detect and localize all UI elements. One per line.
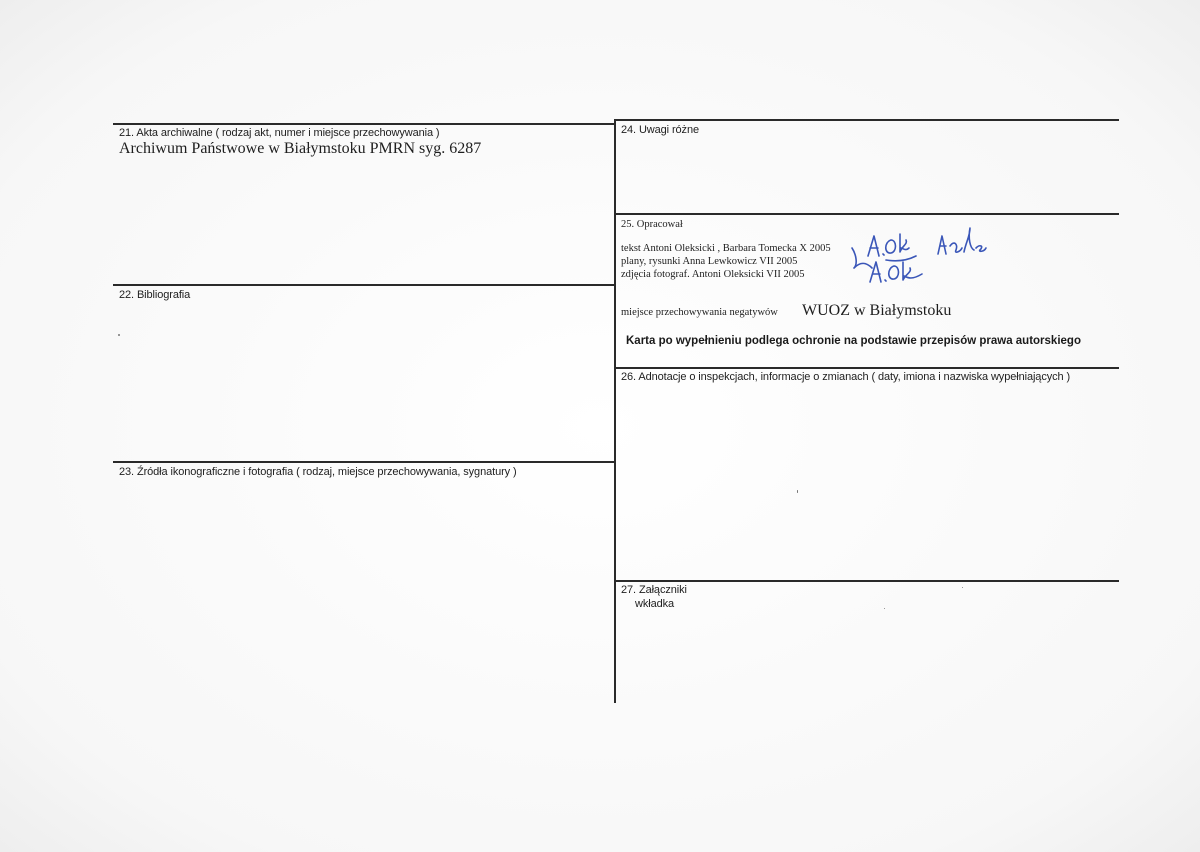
rule-23-top [113, 461, 615, 463]
section-25-label: 25. Opracował [621, 219, 683, 230]
paper-speck [884, 608, 885, 609]
copyright-notice: Karta po wypełnieniu podlega ochronie na podstawie przepisów prawa autorskiego [626, 335, 1081, 347]
rule-26-top [615, 367, 1119, 369]
rule-top-left [113, 123, 615, 125]
rule-top-right [615, 119, 1119, 121]
author-line-drawings: plany, rysunki Anna Lewkowicz VII 2005 [621, 256, 798, 267]
section-24-label: 24. Uwagi różne [621, 124, 699, 136]
negatives-location-value: WUOZ w Białymstoku [802, 302, 952, 319]
paper-speck [797, 490, 798, 493]
rule-27-top [615, 580, 1119, 582]
handwritten-signature-icon [846, 218, 996, 288]
section-27-value: wkładka [635, 598, 675, 610]
author-line-text: tekst Antoni Oleksicki , Barbara Tomecka X 2005 [621, 243, 831, 254]
author-line-photos: zdjęcia fotograf. Antoni Oleksicki VII 2005 [621, 269, 805, 280]
rule-25-top [615, 213, 1119, 215]
section-22-label: 22. Bibliografia [119, 289, 191, 301]
section-21-value: Archiwum Państwowe w Białymstoku PMRN syg. 6287 [119, 140, 482, 157]
negatives-location-label: miejsce przechowywania negatywów [621, 307, 778, 318]
rule-22-top [113, 284, 615, 286]
section-23-label: 23. Źródła ikonograficzne i fotografia ( rodzaj, miejsce przechowywania, sygnatury ) [119, 466, 517, 478]
column-divider [614, 119, 616, 703]
section-27-label: 27. Załączniki [621, 584, 687, 596]
section-26-label: 26. Adnotacje o inspekcjach, informacje o zmianach ( daty, imiona i nazwiska wypełniających ) [621, 371, 1071, 383]
paper-speck [962, 587, 963, 588]
section-21-label: 21. Akta archiwalne ( rodzaj akt, numer i miejsce przechowywania ) [119, 127, 440, 139]
paper-speck [118, 334, 120, 336]
